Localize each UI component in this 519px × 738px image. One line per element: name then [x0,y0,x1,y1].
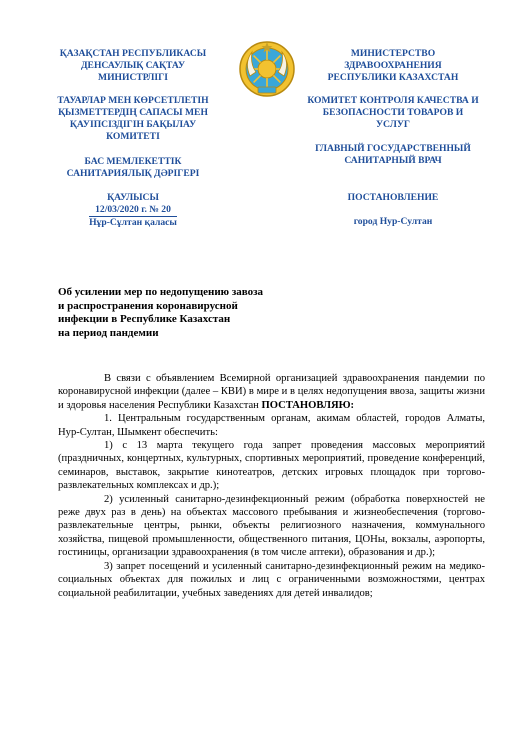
left-committee-line: КОМИТЕТІ [106,131,160,142]
left-committee-line: ҚАУІПСІЗДІГІН БАҚЫЛАУ [69,119,197,130]
title-line: Об усилении мер по недопущению завоза [58,286,264,298]
city-ru: город Нур-Султан [353,216,433,227]
document-title [58,286,318,340]
paragraph-1-2: 2) усиленный санитарно-дезинфекционный режим (обработка поверхностей не реже двух раз в день) на объектах массового пребывания и жизнеобеспечения (торгово-развлекательные центры, рынки, объекты религиозного назначения, коммунального хозяйства, пищевой промышленности, общественного питания, ЦОНы, вокзалы, аэропорты, гостиницы, организации здравоохранения (в том числе аптеки), образования и др.); [58,493,485,559]
left-committee-line: ТАУАРЛАР МЕН КӨРСЕТІЛЕТІН [57,95,209,106]
right-ministry-line: РЕСПУБЛИКИ КАЗАХСТАН [327,72,459,83]
left-chief-line: БАС МЕМЛЕКЕТТІК [84,156,182,167]
right-chief-line: САНИТАРНЫЙ ВРАЧ [344,155,442,166]
left-chief-title [42,156,224,180]
document-body [58,372,485,600]
right-committee-name [300,95,486,131]
intro-paragraph [58,372,485,412]
right-chief-line: ГЛАВНЫЙ ГОСУДАРСТВЕННЫЙ [315,143,471,154]
left-ministry-line: МИНИСТРЛІГІ [98,72,168,83]
left-ministry-line: ҚАЗАҚСТАН РЕСПУБЛИКАСЫ [59,48,207,59]
date-number: 12/03/2020 г. № 20 [89,204,177,217]
intro-text: В связи с объявлением Всемирной организацией здравоохранения пандемии по коронавирусной инфекции (далее – КВИ) в мире и в целях недопущения ввоза, защиты жизни и здоровья населения Республики Казахстан [58,373,485,411]
right-committee-line: БЕЗОПАСНОСТИ ТОВАРОВ И [322,107,464,118]
resolution-keyword: ПОСТАНОВЛЯЮ: [261,399,355,411]
paragraph-1: 1. Центральным государственным органам, акимам областей, городов Алматы, Нур-Султан, Шымкент обеспечить: [58,413,485,438]
doc-type-ru: ПОСТАНОВЛЕНИЕ [347,192,439,203]
right-ministry-line: ЗДРАВООХРАНЕНИЯ [344,60,442,71]
doc-meta-ru [312,192,474,228]
left-ministry-name [42,48,224,84]
right-committee-line: КОМИТЕТ КОНТРОЛЯ КАЧЕСТВА И [307,95,479,106]
left-committee-name [42,95,224,143]
right-ministry-name [312,48,474,84]
doc-type-kz: ҚАУЛЫСЫ [107,192,159,203]
left-committee-line: ҚЫЗМЕТТЕРДІҢ САПАСЫ МЕН [58,107,208,118]
right-committee-line: УСЛУГ [375,119,411,130]
city-kz: Нұр-Сұлтан қаласы [89,217,177,228]
paragraph-1-3: 3) запрет посещений и усиленный санитарно-дезинфекционный режим на медико-социальных объектах для пожилых и лиц с ограниченными возможностями, центрах социальной реабилитации, учебных заведениях для детей инвалидов; [58,560,485,599]
left-chief-line: САНИТАРИЯЛЫҚ ДӘРІГЕРІ [66,168,200,179]
right-ministry-line: МИНИСТЕРСТВО [350,48,436,59]
kazakhstan-state-emblem-icon [238,40,296,98]
title-line: на период пандемии [58,326,159,339]
left-ministry-line: ДЕНСАУЛЫҚ САҚТАУ [80,60,186,71]
title-line: инфекции в Республике Казахстан [58,313,231,326]
right-chief-title [312,143,474,167]
doc-meta-kz [42,192,224,229]
title-line: и распространения коронавирусной [58,299,238,312]
paragraph-1-1: 1) с 13 марта текущего года запрет проведения массовых мероприятий (праздничных, концертных, культурных, спортивных мероприятий, проведение конференций, семинаров, выставок, закрытие кинотеатров, детских игровых площадок при торгово-развлекательных комплексах и др.); [58,440,485,492]
